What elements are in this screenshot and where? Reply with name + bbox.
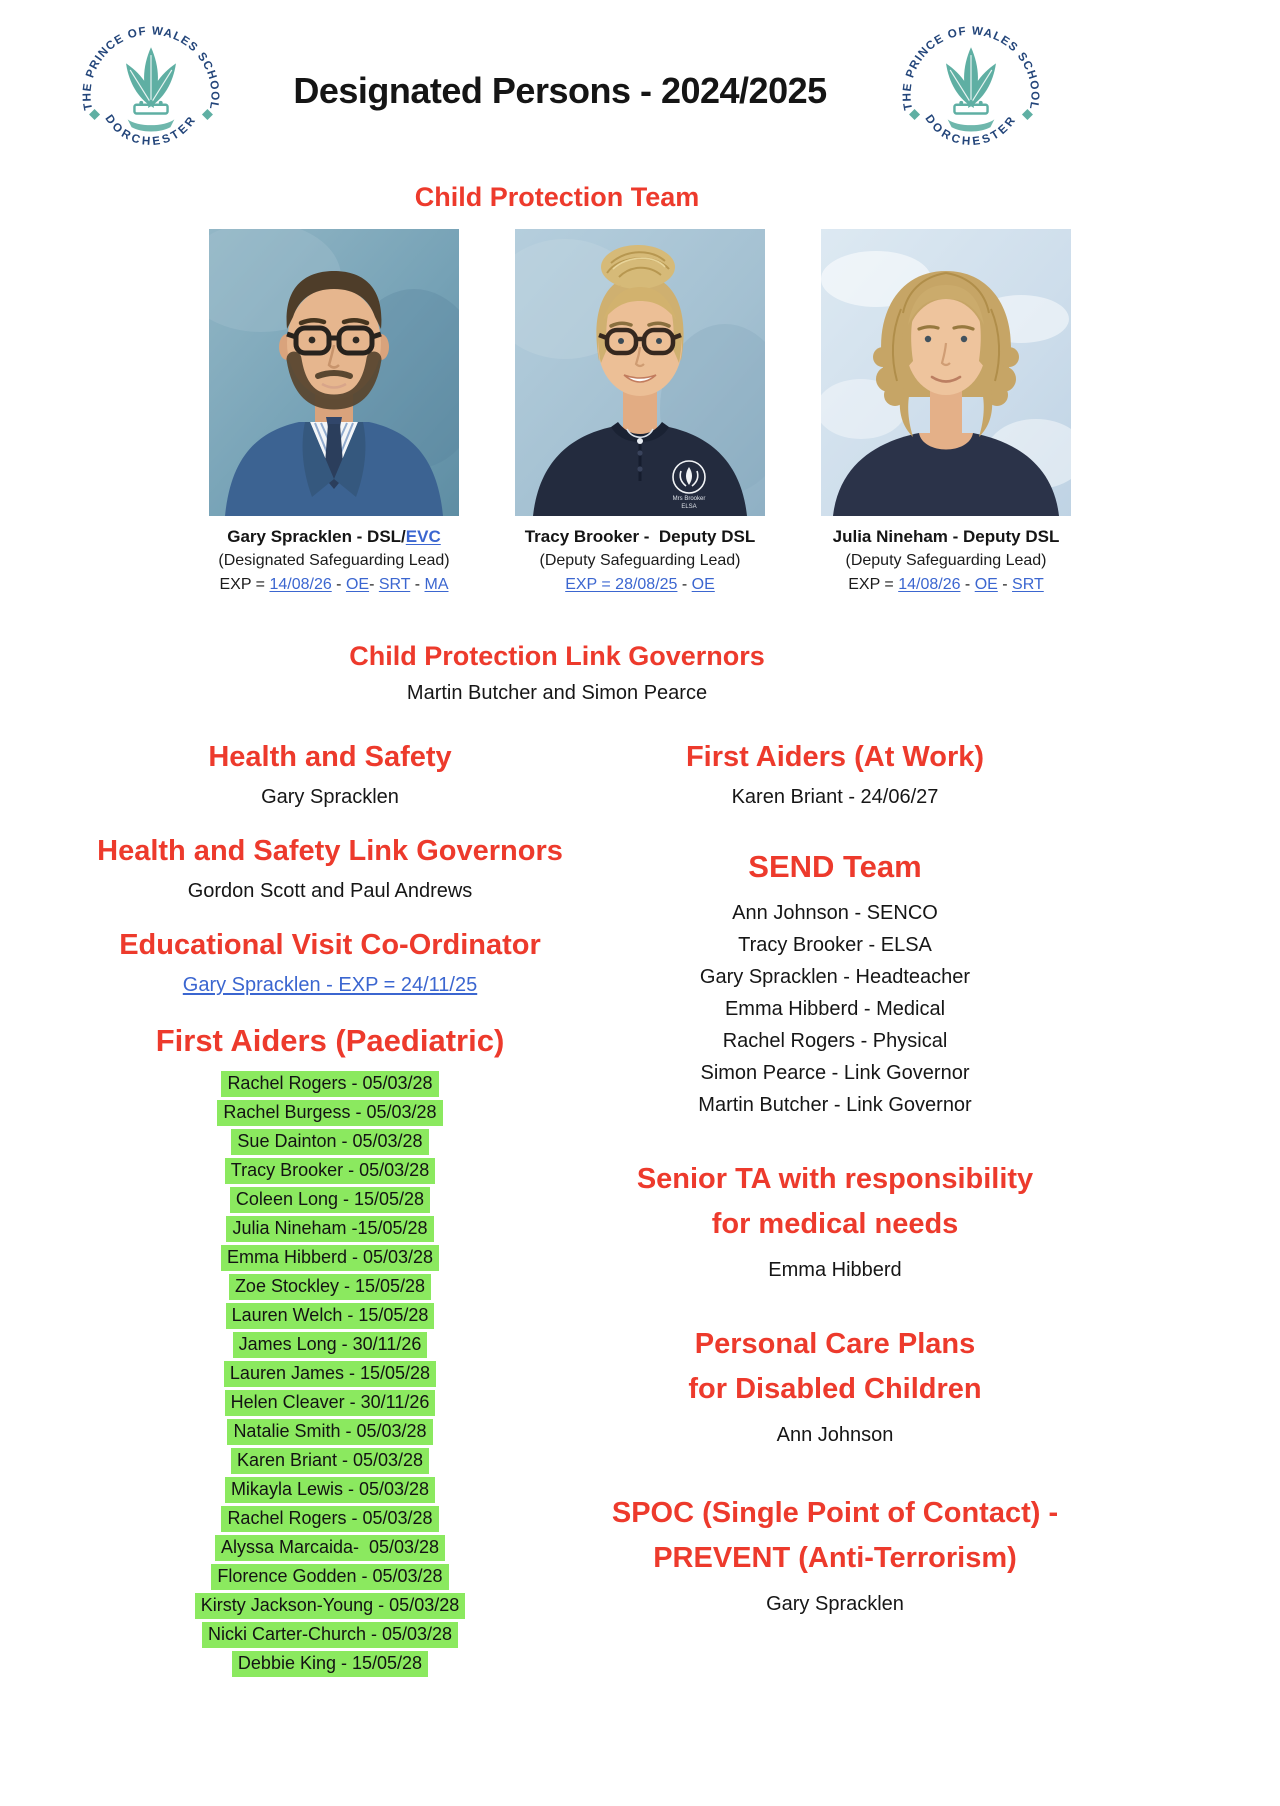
first-aider-item: Alyssa Marcaida- 05/03/28 bbox=[55, 1535, 605, 1561]
school-logo-right bbox=[898, 22, 1044, 168]
ma-link[interactable]: MA bbox=[424, 576, 449, 593]
first-aider-item: Kirsty Jackson-Young - 05/03/28 bbox=[55, 1593, 605, 1619]
first-aider-item: Rachel Rogers - 05/03/28 bbox=[55, 1071, 605, 1097]
srt-link[interactable]: SRT bbox=[378, 576, 411, 593]
evc-coordinator-link[interactable]: Gary Spracklen - EXP = 24/11/25 bbox=[182, 974, 478, 996]
exp-date-link[interactable]: EXP = 28/08/25 bbox=[565, 576, 678, 593]
send-team-list bbox=[605, 897, 1065, 1121]
member-name: Tracy Brooker - Deputy DSL bbox=[524, 527, 756, 546]
health-safety-heading: Health and Safety bbox=[208, 741, 452, 773]
two-column-area bbox=[0, 725, 1280, 1680]
member-expiry: EXP = 14/08/26 - OE- SRT - MA bbox=[219, 576, 449, 593]
send-team-member: Martin Butcher - Link Governor bbox=[698, 1094, 972, 1116]
svg-text:Mrs Brooker: Mrs Brooker bbox=[672, 496, 706, 502]
first-aider-item: Rachel Rogers - 05/03/28 bbox=[55, 1506, 605, 1532]
oe-link[interactable]: OE bbox=[345, 576, 370, 593]
member-name: Julia Nineham - Deputy DSL bbox=[832, 527, 1060, 546]
member-expiry: EXP = 14/08/26 - OE - SRT bbox=[848, 576, 1044, 593]
hs-link-governors-heading: Health and Safety Link Governors bbox=[97, 835, 563, 867]
member-card-gary bbox=[188, 229, 480, 597]
photo-tracy-brooker bbox=[515, 229, 765, 516]
evc-link[interactable]: EVC bbox=[405, 527, 441, 546]
personal-care-plans-name: Ann Johnson bbox=[776, 1424, 894, 1446]
first-aider-item: Coleen Long - 15/05/28 bbox=[55, 1187, 605, 1213]
caption-gary bbox=[188, 525, 480, 597]
health-safety-name: Gary Spracklen bbox=[261, 786, 399, 808]
exp-date-link[interactable]: 14/08/26 bbox=[269, 576, 332, 593]
right-column bbox=[605, 725, 1280, 1680]
first-aiders-paediatric-heading: First Aiders (Paediatric) bbox=[155, 1023, 505, 1058]
hs-link-governors-names: Gordon Scott and Paul Andrews bbox=[187, 880, 473, 902]
member-role: (Designated Safeguarding Lead) bbox=[218, 552, 450, 569]
srt-link[interactable]: SRT bbox=[1012, 576, 1044, 593]
member-role: (Deputy Safeguarding Lead) bbox=[539, 552, 741, 569]
spoc-heading: SPOC (Single Point of Contact) - PREVENT (Anti-Terrorism) bbox=[611, 1497, 1059, 1574]
exp-date-link[interactable]: 14/08/26 bbox=[898, 576, 961, 593]
senior-ta-name: Emma Hibberd bbox=[768, 1259, 902, 1281]
photo-julia-nineham bbox=[821, 229, 1071, 516]
first-aider-item: Nicki Carter-Church - 05/03/28 bbox=[55, 1622, 605, 1648]
link-governors-heading: Child Protection Link Governors bbox=[349, 641, 765, 671]
left-column bbox=[0, 725, 605, 1680]
member-card-tracy bbox=[494, 229, 786, 597]
member-card-julia bbox=[800, 229, 1092, 597]
first-aider-item: Lauren Welch - 15/05/28 bbox=[55, 1303, 605, 1329]
educational-visit-link-line bbox=[55, 974, 605, 997]
send-team-member: Rachel Rogers - Physical bbox=[722, 1030, 948, 1052]
send-team-heading: SEND Team bbox=[748, 849, 922, 884]
member-name: Gary Spracklen - DSL/EVC bbox=[227, 527, 441, 546]
first-aider-item: Julia Nineham -15/05/28 bbox=[55, 1216, 605, 1242]
spoc-name: Gary Spracklen bbox=[766, 1593, 904, 1615]
first-aider-item: Lauren James - 15/05/28 bbox=[55, 1361, 605, 1387]
first-aider-item: Sue Dainton - 05/03/28 bbox=[55, 1129, 605, 1155]
first-aider-item: Rachel Burgess - 05/03/28 bbox=[55, 1100, 605, 1126]
first-aider-item: Natalie Smith - 05/03/28 bbox=[55, 1419, 605, 1445]
member-expiry: EXP = 28/08/25 - OE bbox=[565, 576, 715, 593]
link-governors-names: Martin Butcher and Simon Pearce bbox=[406, 682, 708, 704]
first-aider-item: Helen Cleaver - 30/11/26 bbox=[55, 1390, 605, 1416]
send-team-member: Emma Hibberd - Medical bbox=[724, 998, 946, 1020]
first-aider-item: Tracy Brooker - 05/03/28 bbox=[55, 1158, 605, 1184]
first-aider-item: Mikayla Lewis - 05/03/28 bbox=[55, 1477, 605, 1503]
page-header bbox=[0, 0, 1280, 172]
first-aiders-at-work-heading: First Aiders (At Work) bbox=[685, 741, 985, 773]
child-protection-photos bbox=[0, 229, 1280, 597]
first-aider-item: Karen Briant - 05/03/28 bbox=[55, 1448, 605, 1474]
photo-gary-spracklen bbox=[209, 229, 459, 516]
send-team-member: Tracy Brooker - ELSA bbox=[738, 934, 932, 956]
send-team-member: Ann Johnson - SENCO bbox=[732, 902, 938, 924]
first-aider-item: Florence Godden - 05/03/28 bbox=[55, 1564, 605, 1590]
caption-julia bbox=[800, 525, 1092, 597]
senior-ta-heading: Senior TA with responsibility for medical needs bbox=[636, 1163, 1034, 1240]
first-aiders-at-work-name: Karen Briant - 24/06/27 bbox=[731, 786, 939, 808]
oe-link[interactable]: OE bbox=[974, 576, 998, 593]
first-aider-item: Debbie King - 15/05/28 bbox=[55, 1651, 605, 1677]
first-aider-item: Emma Hibberd - 05/03/28 bbox=[55, 1245, 605, 1271]
send-team-member: Gary Spracklen - Headteacher bbox=[699, 966, 971, 988]
child-protection-team-heading: Child Protection Team bbox=[414, 182, 700, 212]
first-aiders-paediatric-list bbox=[55, 1071, 605, 1677]
educational-visit-heading: Educational Visit Co-Ordinator bbox=[119, 929, 541, 961]
first-aider-item: Zoe Stockley - 15/05/28 bbox=[55, 1274, 605, 1300]
oe-link[interactable]: OE bbox=[691, 576, 715, 593]
caption-tracy bbox=[494, 525, 786, 597]
personal-care-plans-heading: Personal Care Plans for Disabled Children bbox=[688, 1328, 982, 1405]
page-title: Designated Persons - 2024/2025 bbox=[293, 70, 827, 111]
member-role: (Deputy Safeguarding Lead) bbox=[845, 552, 1047, 569]
send-team-member: Simon Pearce - Link Governor bbox=[700, 1062, 970, 1084]
svg-text:ELSA: ELSA bbox=[681, 504, 697, 510]
first-aider-item: James Long - 30/11/26 bbox=[55, 1332, 605, 1358]
